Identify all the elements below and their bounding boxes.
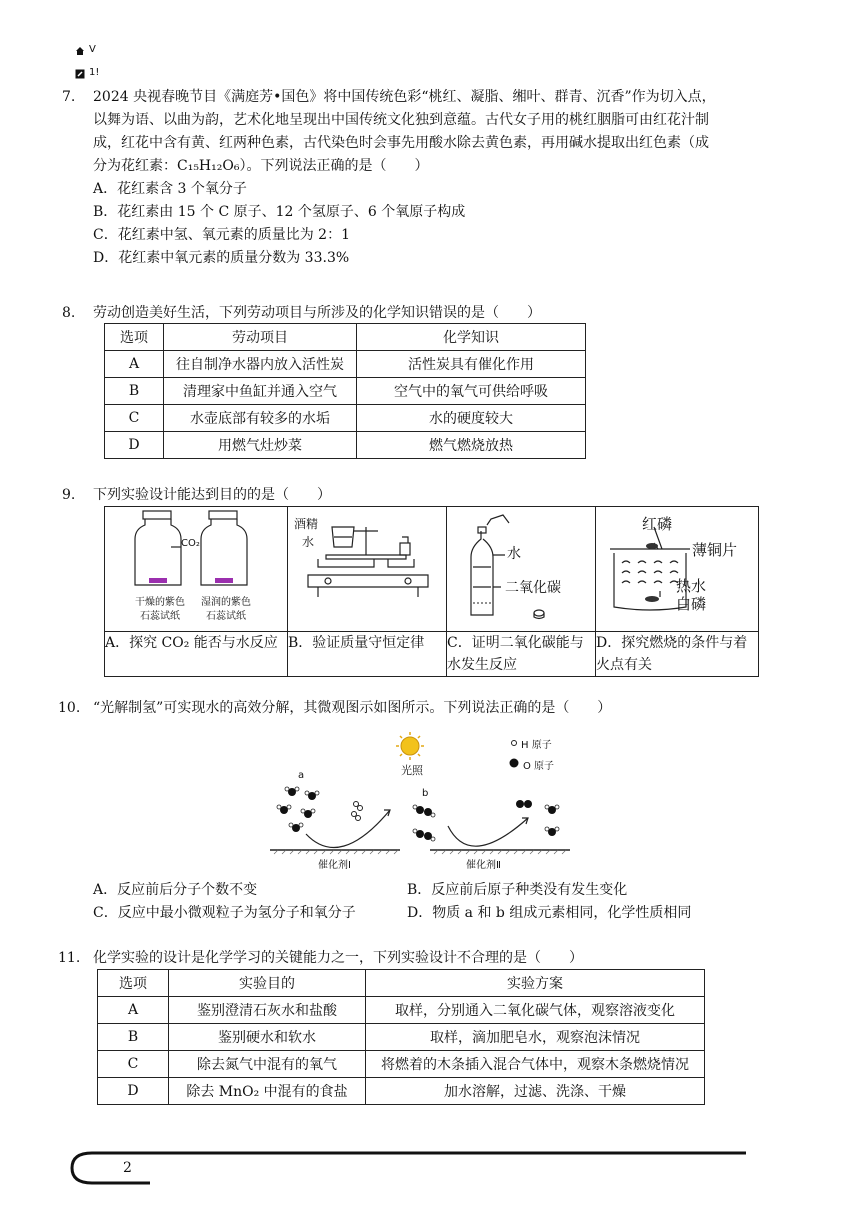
q7-option-c: C．花红素中氢、氧元素的质量比为 2：1 — [93, 227, 350, 243]
q9-stem: 下列实验设计能达到目的的是（ ） — [93, 487, 331, 503]
table-cell: 燃气燃烧放热 — [357, 432, 586, 459]
table-cell: B — [98, 1024, 169, 1051]
q8-stem: 劳动创造美好生活，下列劳动项目与所涉及的化学知识错误的是（ ） — [93, 305, 541, 321]
catalyst-2-label: 催化剂Ⅱ — [466, 860, 501, 871]
table-cell: 取样，分别通入二氧化碳气体，观察溶液变化 — [366, 997, 705, 1024]
q10-option-b: B．反应前后原子种类没有发生变化 — [407, 882, 628, 898]
q7-stem-line: 成，红花中含有黄、红两种色素，古代染色时会事先用酸水除去黄色素，再用碱水提取出红色素（成 — [93, 135, 709, 151]
table-cell: 清理家中鱼缸并通入空气 — [164, 378, 357, 405]
q9-figure-table — [104, 506, 759, 677]
edit-icon — [75, 67, 85, 77]
q10-option-c: C．反应中最小微观粒子为氢分子和氧分子 — [93, 905, 356, 921]
table-row — [105, 405, 586, 432]
jars-figure — [105, 507, 287, 627]
table-header: 选项 — [98, 970, 169, 997]
table-cell: 鉴别硬水和软水 — [169, 1024, 366, 1051]
table-row — [98, 1078, 705, 1105]
question-7-number: 7. — [62, 89, 76, 105]
table-row — [98, 1024, 705, 1051]
water-label: 水 — [302, 535, 315, 549]
table-cell: A — [98, 997, 169, 1024]
white-phosphorus-label: 白磷 — [676, 595, 707, 613]
label-a: a — [298, 770, 305, 781]
caption-d-line: 火点有关 — [596, 657, 652, 673]
table-cell: 往自制净水器内放入活性炭 — [164, 351, 357, 378]
sun-icon — [396, 732, 424, 760]
q10-option-a: A．反应前后分子个数不变 — [93, 882, 258, 898]
table-header: 实验目的 — [169, 970, 366, 997]
table-cell: 水壶底部有较多的水垢 — [164, 405, 357, 432]
table-row — [105, 351, 586, 378]
figure-d — [596, 507, 759, 632]
table-cell: A — [105, 351, 164, 378]
figure-b — [288, 507, 447, 632]
caption-b — [288, 632, 447, 677]
water-label-c: 水 — [507, 546, 521, 562]
caption-c — [447, 632, 596, 677]
dry-paper-label-2: 石蕊试纸 — [140, 611, 180, 622]
q7-option-a: A．花红素含 3 个氧分子 — [93, 181, 247, 197]
table-cell: 用燃气灶炒菜 — [164, 432, 357, 459]
table-cell: 空气中的氧气可供给呼吸 — [357, 378, 586, 405]
table-cell: 活性炭具有催化作用 — [357, 351, 586, 378]
table-header: 化学知识 — [357, 324, 586, 351]
q11-table — [97, 969, 705, 1105]
table-cell: C — [105, 405, 164, 432]
table-cell: D — [98, 1078, 169, 1105]
q7-option-d: D．花红素中氧元素的质量分数为 33.3% — [93, 250, 350, 266]
caption-d — [596, 632, 759, 677]
caption-a-line: A．探究 CO₂ 能否与水反应 — [105, 635, 278, 651]
table-cell: 取样，滴加肥皂水，观察泡沫情况 — [366, 1024, 705, 1051]
caption-b-line: B．验证质量守恒定律 — [288, 635, 425, 651]
table-cell: 除去氮气中混有的氧气 — [169, 1051, 366, 1078]
red-phosphorus-label: 红磷 — [642, 515, 673, 533]
table-cell: B — [105, 378, 164, 405]
table-cell: D — [105, 432, 164, 459]
table-header-row — [105, 324, 586, 351]
wet-paper-label: 湿润的紫色 — [201, 597, 251, 608]
header-text-1: V — [89, 44, 96, 55]
q7-stem-line: 以舞为语、以曲为韵，艺术化地呈现出中国传统文化独到意蕴。古代女子用的桃红胭脂可由红花汁制 — [93, 112, 709, 128]
light-label: 光照 — [401, 764, 423, 777]
table-cell: 加水溶解，过滤、洗涤、干燥 — [366, 1078, 705, 1105]
table-cell: 除去 MnO₂ 中混有的食盐 — [169, 1078, 366, 1105]
caption-a — [105, 632, 288, 677]
caption-c-line: 水发生反应 — [447, 657, 517, 673]
table-row — [98, 997, 705, 1024]
question-8-number: 8. — [62, 305, 76, 321]
catalyst-1-label: 催化剂Ⅰ — [318, 860, 351, 871]
caption-d-line: D．探究燃烧的条件与着 — [596, 635, 748, 651]
table-cell: 将燃着的木条插入混合气体中，观察木条燃烧情况 — [366, 1051, 705, 1078]
table-header: 选项 — [105, 324, 164, 351]
copper-sheet-label: 薄铜片 — [692, 541, 738, 559]
hot-water-label: 热水 — [676, 577, 707, 595]
q10-figure — [270, 730, 610, 875]
table-header-row — [98, 970, 705, 997]
q10-option-d: D．物质 a 和 b 组成元素相同，化学性质相同 — [407, 905, 692, 921]
question-9-number: 9. — [62, 487, 76, 503]
header-text-2: 1! — [89, 67, 100, 78]
page-number: 2 — [123, 1160, 132, 1176]
table-row — [105, 432, 586, 459]
table-header: 实验方案 — [366, 970, 705, 997]
caption-c-line: C．证明二氧化碳能与 — [447, 635, 584, 651]
question-11-number: 11. — [58, 950, 81, 966]
question-10-number: 10. — [58, 700, 81, 716]
table-cell: C — [98, 1051, 169, 1078]
co2-text-label: 二氧化碳 — [505, 580, 561, 596]
home-icon — [75, 44, 85, 54]
dry-paper-label: 干燥的紫色 — [135, 597, 185, 608]
alcohol-label: 酒精 — [294, 517, 319, 531]
q8-table — [104, 323, 586, 459]
wet-paper-label-2: 石蕊试纸 — [206, 611, 246, 622]
table-row — [105, 378, 586, 405]
table-row — [98, 1051, 705, 1078]
q7-stem-line: 分为花红素：C₁₅H₁₂O₆）。下列说法正确的是（ ） — [93, 158, 429, 174]
q7-option-b: B．花红素由 15 个 C 原子、12 个氢原子、6 个氧原子构成 — [93, 204, 466, 220]
table-header: 劳动项目 — [164, 324, 357, 351]
table-cell: 水的硬度较大 — [357, 405, 586, 432]
footer-page-frame — [70, 1150, 750, 1186]
h-atom-label: H 原子 — [521, 740, 552, 751]
photolysis-diagram — [270, 730, 610, 875]
label-b: b — [422, 788, 429, 799]
q11-stem: 化学实验的设计是化学学习的关键能力之一，下列实验设计不合理的是（ ） — [93, 950, 583, 966]
co2-label: CO₂ — [181, 538, 200, 549]
q10-stem: “光解制氢”可实现水的高效分解，其微观图示如图所示。下列说法正确的是（ ） — [93, 700, 612, 716]
figure-c — [447, 507, 596, 632]
bottle-figure — [447, 507, 595, 627]
o-atom-label: O 原子 — [523, 761, 555, 772]
table-cell: 鉴别澄清石灰水和盐酸 — [169, 997, 366, 1024]
q7-stem-line: 2024 央视春晚节目《满庭芳•国色》将中国传统色彩“桃红、凝脂、缃叶、群青、沉香”作为切入点， — [93, 89, 716, 105]
figure-a — [105, 507, 288, 632]
